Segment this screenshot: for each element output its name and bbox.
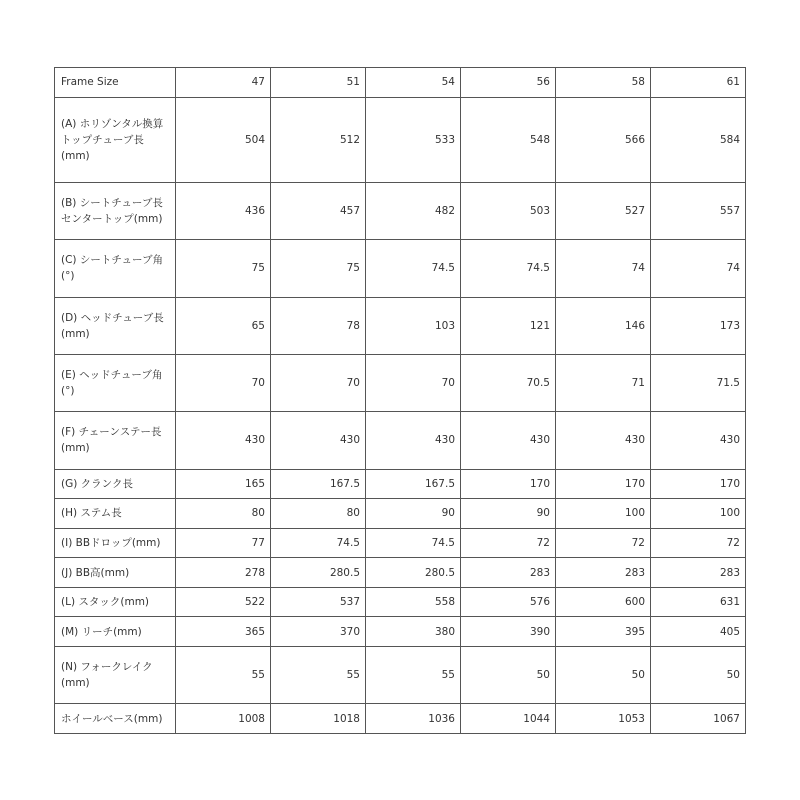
- value-cell: 558: [366, 587, 461, 617]
- value-cell: 74: [651, 240, 746, 297]
- table-row: [55, 528, 746, 558]
- value-cell: 482: [366, 182, 461, 239]
- table-row: [55, 558, 746, 588]
- table-row: [55, 617, 746, 647]
- value-cell: 65: [176, 297, 271, 354]
- value-cell: 380: [366, 617, 461, 647]
- row-label: ホイールベース(mm): [55, 704, 176, 734]
- value-cell: 165: [176, 469, 271, 499]
- table-row: [55, 469, 746, 499]
- value-cell: 173: [651, 297, 746, 354]
- value-cell: 390: [461, 617, 556, 647]
- value-cell: 55: [271, 646, 366, 703]
- value-cell: 548: [461, 97, 556, 182]
- value-cell: 70: [176, 354, 271, 411]
- value-cell: 71.5: [651, 354, 746, 411]
- frame-size-cell: 47: [176, 68, 271, 98]
- value-cell: 72: [556, 528, 651, 558]
- value-cell: 283: [461, 558, 556, 588]
- value-cell: 430: [366, 412, 461, 469]
- row-label: (E) ヘッドチューブ角 (°): [55, 354, 176, 411]
- value-cell: 146: [556, 297, 651, 354]
- value-cell: 1036: [366, 704, 461, 734]
- value-cell: 430: [556, 412, 651, 469]
- value-cell: 50: [461, 646, 556, 703]
- value-cell: 631: [651, 587, 746, 617]
- value-cell: 170: [461, 469, 556, 499]
- value-cell: 457: [271, 182, 366, 239]
- value-cell: 74.5: [271, 528, 366, 558]
- value-cell: 55: [176, 646, 271, 703]
- table-row: [55, 499, 746, 529]
- frame-size-cell: 54: [366, 68, 461, 98]
- value-cell: 283: [556, 558, 651, 588]
- value-cell: 576: [461, 587, 556, 617]
- row-label: (C) シートチューブ角 (°): [55, 240, 176, 297]
- value-cell: 71: [556, 354, 651, 411]
- geometry-table-body: [55, 68, 746, 734]
- value-cell: 74.5: [366, 240, 461, 297]
- row-label: (J) BB高(mm): [55, 558, 176, 588]
- row-label: (M) リーチ(mm): [55, 617, 176, 647]
- value-cell: 1044: [461, 704, 556, 734]
- value-cell: 170: [651, 469, 746, 499]
- frame-size-cell: 56: [461, 68, 556, 98]
- table-row: [55, 97, 746, 182]
- value-cell: 167.5: [271, 469, 366, 499]
- value-cell: 1067: [651, 704, 746, 734]
- value-cell: 503: [461, 182, 556, 239]
- table-row: [55, 297, 746, 354]
- frame-size-cell: 61: [651, 68, 746, 98]
- table-row: [55, 354, 746, 411]
- value-cell: 70.5: [461, 354, 556, 411]
- table-row: [55, 704, 746, 734]
- value-cell: 70: [271, 354, 366, 411]
- value-cell: 280.5: [366, 558, 461, 588]
- value-cell: 121: [461, 297, 556, 354]
- table-row: [55, 182, 746, 239]
- value-cell: 100: [651, 499, 746, 529]
- row-label: (L) スタック(mm): [55, 587, 176, 617]
- value-cell: 90: [461, 499, 556, 529]
- value-cell: 72: [461, 528, 556, 558]
- value-cell: 436: [176, 182, 271, 239]
- value-cell: 430: [461, 412, 556, 469]
- value-cell: 365: [176, 617, 271, 647]
- value-cell: 80: [271, 499, 366, 529]
- row-label: (F) チェーンステー長 (mm): [55, 412, 176, 469]
- value-cell: 74.5: [461, 240, 556, 297]
- value-cell: 75: [176, 240, 271, 297]
- value-cell: 1053: [556, 704, 651, 734]
- value-cell: 75: [271, 240, 366, 297]
- value-cell: 430: [176, 412, 271, 469]
- value-cell: 1018: [271, 704, 366, 734]
- frame-size-cell: 58: [556, 68, 651, 98]
- value-cell: 100: [556, 499, 651, 529]
- row-label: (H) ステム長: [55, 499, 176, 529]
- row-label: (I) BBドロップ(mm): [55, 528, 176, 558]
- value-cell: 557: [651, 182, 746, 239]
- value-cell: 70: [366, 354, 461, 411]
- value-cell: 50: [651, 646, 746, 703]
- value-cell: 405: [651, 617, 746, 647]
- value-cell: 395: [556, 617, 651, 647]
- value-cell: 566: [556, 97, 651, 182]
- value-cell: 512: [271, 97, 366, 182]
- row-label: (B) シートチューブ長センタートップ(mm): [55, 182, 176, 239]
- value-cell: 537: [271, 587, 366, 617]
- value-cell: 167.5: [366, 469, 461, 499]
- value-cell: 103: [366, 297, 461, 354]
- geometry-table: [54, 67, 746, 734]
- header-row: [55, 68, 746, 98]
- value-cell: 278: [176, 558, 271, 588]
- row-label: (D) ヘッドチューブ長 (mm): [55, 297, 176, 354]
- value-cell: 74: [556, 240, 651, 297]
- value-cell: 430: [271, 412, 366, 469]
- value-cell: 50: [556, 646, 651, 703]
- value-cell: 527: [556, 182, 651, 239]
- value-cell: 74.5: [366, 528, 461, 558]
- value-cell: 170: [556, 469, 651, 499]
- row-label: (N) フォークレイク(mm): [55, 646, 176, 703]
- table-row: [55, 412, 746, 469]
- value-cell: 77: [176, 528, 271, 558]
- value-cell: 80: [176, 499, 271, 529]
- value-cell: 78: [271, 297, 366, 354]
- table-row: [55, 646, 746, 703]
- value-cell: 72: [651, 528, 746, 558]
- table-row: [55, 587, 746, 617]
- value-cell: 504: [176, 97, 271, 182]
- value-cell: 600: [556, 587, 651, 617]
- value-cell: 90: [366, 499, 461, 529]
- row-label: (G) クランク長: [55, 469, 176, 499]
- value-cell: 280.5: [271, 558, 366, 588]
- value-cell: 584: [651, 97, 746, 182]
- value-cell: 522: [176, 587, 271, 617]
- value-cell: 1008: [176, 704, 271, 734]
- value-cell: 370: [271, 617, 366, 647]
- value-cell: 55: [366, 646, 461, 703]
- frame-size-cell: 51: [271, 68, 366, 98]
- value-cell: 283: [651, 558, 746, 588]
- value-cell: 430: [651, 412, 746, 469]
- row-label: (A) ホリゾンタル換算トップチューブ長(mm): [55, 97, 176, 182]
- table-row: [55, 240, 746, 297]
- value-cell: 533: [366, 97, 461, 182]
- row-label: Frame Size: [55, 68, 176, 98]
